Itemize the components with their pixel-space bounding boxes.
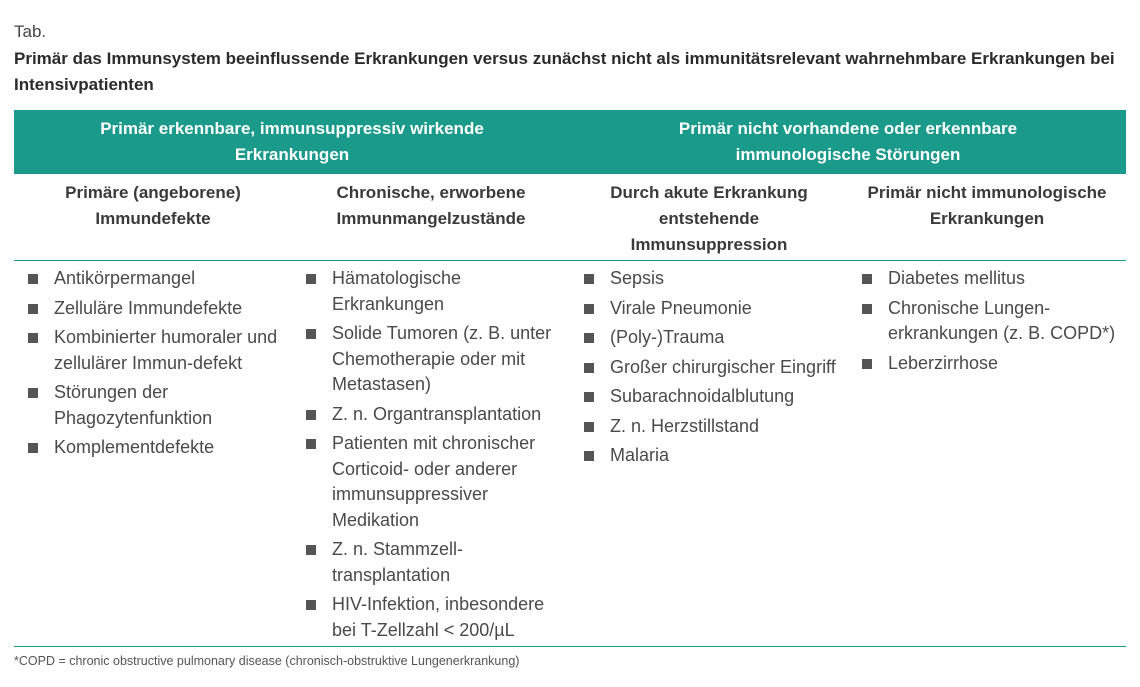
column-primary-immunodeficiency xyxy=(14,266,292,647)
list-item: Großer chirurgischer Eingriff xyxy=(582,355,838,381)
column-non-immunological xyxy=(848,266,1126,647)
list-item: Solide Tumoren (z. B. unter Chemotherapie oder mit Metastasen) xyxy=(304,321,560,398)
column-headers xyxy=(14,180,1126,261)
column-chronic-immunodeficiency xyxy=(292,266,570,647)
footer-divider xyxy=(14,646,1126,647)
list-item: Z. n. Organtransplantation xyxy=(304,402,560,428)
column-acute-immunosuppression xyxy=(570,266,848,647)
group-header-right-label: Primär nicht vorhandene oder erkennbare immunologische Störungen xyxy=(678,119,1018,164)
list-item: Virale Pneumonie xyxy=(582,296,838,322)
list-item: Patienten mit chronischer Corticoid- oder anderer immunsuppressiver Medikation xyxy=(304,431,560,533)
item-list xyxy=(860,266,1116,376)
list-item: Leberzirrhose xyxy=(860,351,1116,377)
column-header-label: Chronische, erworbene Immunmangelzustände xyxy=(336,183,526,228)
list-item: Antikörpermangel xyxy=(26,266,282,292)
list-item: Chronische Lungen-erkrankungen (z. B. COPD*) xyxy=(860,296,1116,347)
list-item: Störungen der Phagozytenfunktion xyxy=(26,380,282,431)
list-item: Malaria xyxy=(582,443,838,469)
table-label: Tab. xyxy=(14,22,47,41)
list-item: Z. n. Herzstillstand xyxy=(582,414,838,440)
list-item: Zelluläre Immundefekte xyxy=(26,296,282,322)
column-header xyxy=(292,180,570,260)
list-item: Sepsis xyxy=(582,266,838,292)
column-header xyxy=(848,180,1126,260)
column-header xyxy=(570,180,848,260)
list-item: Komplementdefekte xyxy=(26,435,282,461)
group-header-left-label: Primär erkennbare, immunsuppressiv wirkende Erkrankungen xyxy=(100,119,484,164)
footnote: *COPD = chronic obstructive pulmonary disease (chronisch-obstruktive Lungenerkrankung) xyxy=(14,654,520,668)
list-item: Diabetes mellitus xyxy=(860,266,1116,292)
column-header-label: Primäre (angeborene) Immundefekte xyxy=(65,183,241,228)
table-body xyxy=(14,266,1126,647)
list-item: HIV-Infektion, inbesondere bei T-Zellzahl < 200/µL xyxy=(304,592,560,643)
list-item: Z. n. Stammzell-transplantation xyxy=(304,537,560,588)
column-header xyxy=(14,180,292,260)
list-item: (Poly-)Trauma xyxy=(582,325,838,351)
column-header-label: Durch akute Erkrankung entstehende Immunsuppression xyxy=(610,183,808,254)
group-header-banner xyxy=(14,110,1126,174)
group-header-right xyxy=(570,110,1126,174)
list-item: Subarachnoidalblutung xyxy=(582,384,838,410)
table-title: Primär das Immunsystem beeinflussende Erkrankungen versus zunächst nicht als immunitätsrelevant wahrnehmbare Erkrankungen bei Intensivpatienten xyxy=(14,49,1115,94)
item-list xyxy=(26,266,282,461)
list-item: Kombinierter humoraler und zellulärer Immun-defekt xyxy=(26,325,282,376)
list-item: Hämatologische Erkrankungen xyxy=(304,266,560,317)
group-header-left xyxy=(14,110,570,174)
item-list xyxy=(304,266,560,643)
column-header-label: Primär nicht immunologische Erkrankungen xyxy=(867,183,1107,228)
item-list xyxy=(582,266,838,469)
